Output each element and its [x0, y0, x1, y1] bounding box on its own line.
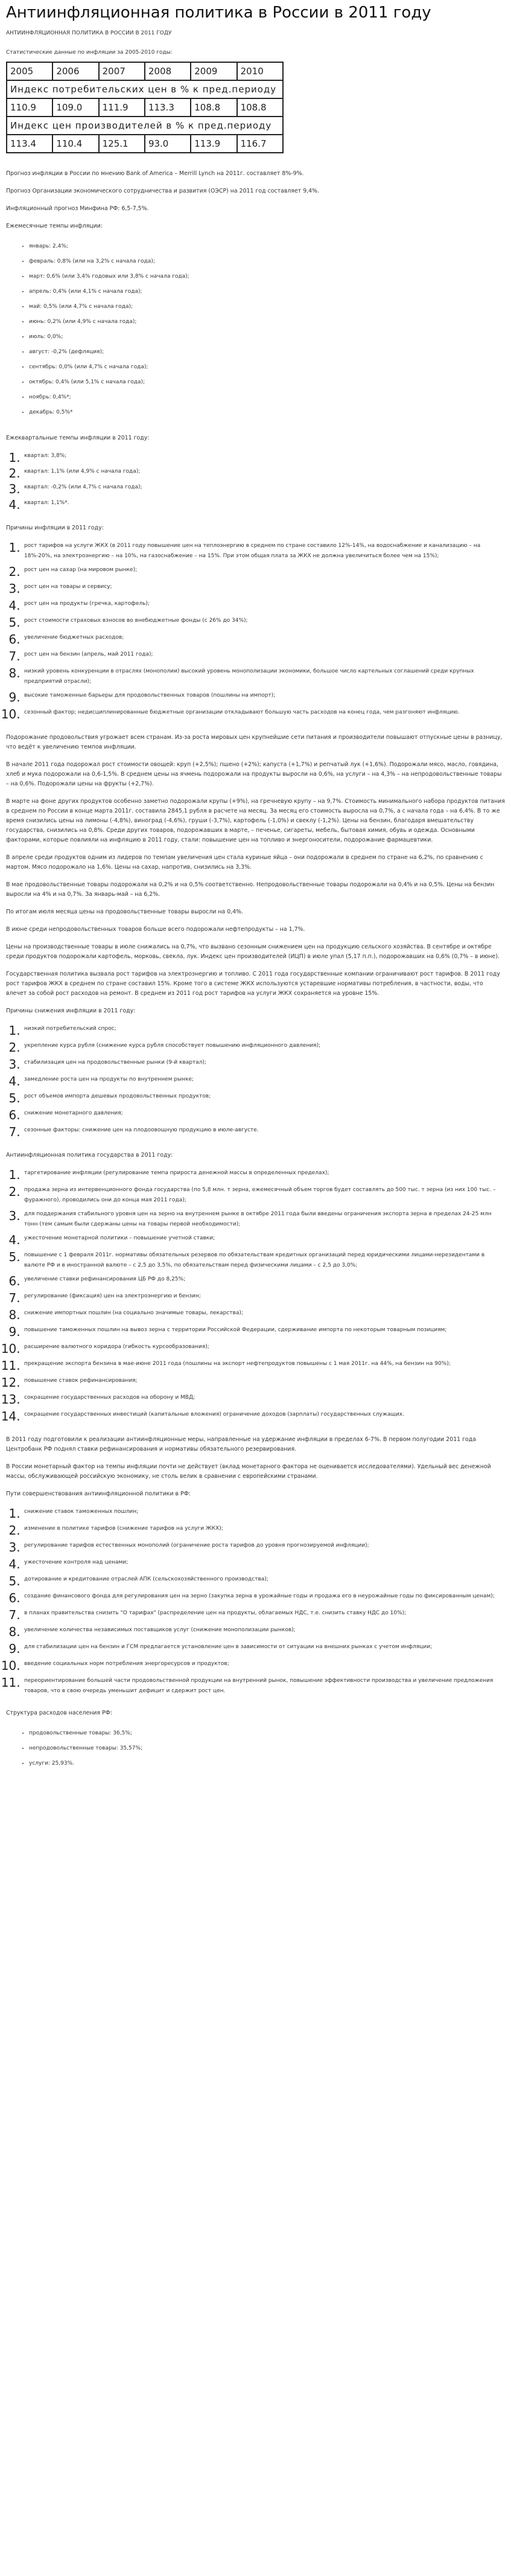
list-item-text: рост тарифов на услуги ЖКХ (в 2011 году повышение цен на теплоэнергию в среднем по стране составило 12%-14%, на водоснабжение и канализацию – на 18%-20%, на электроэнергию – на 10%, на газоснабжение – на 15%. При этом общая плата за ЖКХ не должна увеличиться более чем на 15%);	[24, 543, 481, 559]
list-item	[24, 565, 505, 578]
table-cell: 2006	[52, 62, 98, 80]
list-item-text: рост объемов импорта дешевых продовольственных продуктов;	[24, 1093, 211, 1099]
body-paragraph: В апреле среди продуктов одним из лидеров по темпам увеличения цен стала куриные яйца – они подорожали в среднем по стране на 6,2%, по сравнению с мартом. Мясо подорожало на 1,6%. Цены на сахар, напротив, снизились на 3,3%.	[6, 854, 483, 871]
list-item	[24, 650, 505, 663]
forecast-paragraph: Инфляционный прогноз Минфина РФ: 6,5-7,5%.	[6, 205, 149, 212]
list-item	[24, 1308, 505, 1322]
list-item-text: ужесточение контроля над ценами;	[24, 1559, 129, 1565]
list-item-text: увеличение ставки рефинансирования ЦБ РФ до 8,25%;	[24, 1276, 186, 1282]
body-paragraph: Государственная политика вызвала рост тарифов на электроэнергию и топливо. С 2011 года государственные компании ограничивают рост тарифов. В 2011 году рост тарифов ЖКХ в среднем по стране составил 15%. Кроме того в системе ЖКХ используются устаревшие нормативы потребления, в частности, воды, что влечет за собой рост расходов на ремонт. В среднем из 2011 год рост тарифов на услуги ЖКХ сохраняется на уровне 15%.	[6, 971, 500, 997]
list-item	[24, 1325, 505, 1338]
decline-list	[6, 1024, 505, 1139]
list-item-text: дотирование и кредитование отраслей АПК (сельскохозяйственного производства);	[24, 1576, 268, 1582]
list-item: • непродовольственные товары: 35,57%;	[29, 1741, 505, 1756]
list-item-text: увеличение бюджетных расходов;	[24, 634, 124, 641]
list-item	[24, 1233, 505, 1247]
body-paragraph: По итогам июля месяца цены на продовольственные товары выросли на 0,4%.	[6, 909, 244, 915]
list-item	[24, 1574, 505, 1588]
list-item-text: высокие таможенные барьеры для продовольственных товаров (пошлины на импорт);	[24, 692, 276, 698]
measures-heading: Антиинфляционная политика государства в 2011 году:	[6, 1152, 173, 1159]
forecast-paragraph: Прогноз инфляции в России по мнению Bank of America – Merrill Lynch на 2011г. составляет 8%-9%.	[6, 170, 304, 177]
inflation-stats-table	[6, 62, 284, 153]
list-item-text: в планах правительства снизить "О тарифах" (распределение цен на продукты, облагаемых НДС, т.е. снизить ставку НДС до 10%);	[24, 1610, 407, 1616]
list-item-text: укрепление курса рубля (снижение курса рубля способствует повышению инфляционного давления);	[24, 1043, 321, 1049]
causes-heading: Причины инфляции в 2011 году:	[6, 525, 104, 531]
list-item-text: рост цен на продукты (гречка, картофель);	[24, 601, 150, 607]
table-row-years	[7, 62, 283, 80]
table-cell: 111.9	[99, 98, 145, 117]
list-item-text: снижение ставок таможенных пошлин;	[24, 1509, 139, 1515]
list-item: • ноябрь: 0,4%*;	[29, 390, 505, 405]
monthly-heading: Ежемесячные темпы инфляции:	[6, 223, 103, 229]
table-cell: 2007	[99, 62, 145, 80]
list-item: • март: 0,6% (или 3,4% годовых или 3,8% с начала года);	[29, 269, 505, 284]
body-paragraph: В марте на фоне других продуктов особенно заметно подорожали крупы (+9%), на гречневую крупу – на 9,7%. Стоимость минимального набора продуктов питания в среднем по России в конце марта 2011г. составила 2845,1 рубля в расчете на месяц. За месяц его стоимость выросла на 0,7%, а с начала года – на 6,4%. В то же время снизились цены на лимоны (-4,8%), виноград (-4,6%), груши (-3,7%), картофель (-1,0%) и свеклу (-1,2%). Цены на бензин, благодаря вмешательству государства, снизились на 0,8%. Среди других товаров, подорожавших в марте, – печенье, сигареты, мебель, бытовая химия, обувь и одежда. Основными факторами, которые повлияли на инфляцию в 2011 году, стали: повышение цен на топливо и энергоносители, подорожание фармацевтики.	[6, 798, 505, 843]
list-item-text: переориентирование большей части продовольственной продукции на внутренний рынок, повышение эффективности производства и увеличение предложения товаров, что в свою очередь уменьшит дефицит и сдержит рост цен.	[24, 1678, 494, 1694]
causes-list	[6, 541, 505, 721]
list-item	[24, 1041, 505, 1054]
list-item-text: низкий уровень конкуренции в отраслях (монополии) высокий уровень монополизации экономики, большое число картельных соглашений среди крупных предприятий отрасли);	[24, 668, 474, 685]
list-item	[24, 1342, 505, 1355]
table-cell: 2009	[191, 62, 236, 80]
list-item	[24, 498, 505, 511]
list-item-text: стабилизация цен на продовольственные рынки (9-й квартал);	[24, 1059, 206, 1066]
table-row-ppi-values	[7, 135, 283, 153]
list-item	[24, 1376, 505, 1389]
list-item	[24, 1608, 505, 1622]
table-cell: 2008	[145, 62, 191, 80]
list-item	[24, 467, 505, 480]
list-item-text: сокращение государственных инвестиций (капитальные вложения) ограничение доходов (зарплаты) государственных служащих.	[24, 1411, 404, 1417]
table-cell: 116.7	[237, 135, 283, 153]
table-cell: 113.4	[7, 135, 52, 153]
list-item-text: рост цен на товары и сервису;	[24, 584, 112, 590]
body-paragraph: В июне среди непродовольственных товаров больше всего подорожали нефтепродукты – на 1,7%.	[6, 926, 305, 933]
list-item: • апрель: 0,4% (или 4,1% с начала года);	[29, 284, 505, 299]
table-row-ppi-label	[7, 117, 283, 135]
table-cell: 110.4	[52, 135, 98, 153]
list-item-text: замедление роста цен на продукты по внутреннем рынке;	[24, 1076, 194, 1082]
list-item-text: расширение валютного коридора (гибкость курсообразования);	[24, 1344, 209, 1350]
list-item-text: создание финансового фонда для регулирования цен на зерно (закупка зерна в урожайные годы и продажа его в неурожайные годы по фиксированным ценам);	[24, 1593, 495, 1599]
list-item	[24, 1274, 505, 1288]
body-paragraph: В 2011 году подготовили к реализации антиинфляционные меры, направленные на удержание инфляции в пределах 6-7%. В первом полугодии 2011 года Центробанк РФ поднял ставки рефинансирования и нормативы обязательного резервирования.	[6, 1436, 476, 1453]
list-item-text: квартал: 1,1%*.	[24, 500, 69, 506]
list-item-text: снижение монетарного давления;	[24, 1110, 123, 1116]
decline-heading: Причины снижения инфляции в 2011 году:	[6, 1008, 136, 1014]
list-item-text: квартал: 1,1% (или 4,9% с начала года);	[24, 468, 141, 475]
list-item: • август: -0,2% (дефляция);	[29, 345, 505, 360]
list-item: • продовольственные товары: 36,5%;	[29, 1726, 505, 1741]
list-item	[24, 582, 505, 595]
measures-list	[6, 1168, 505, 1423]
structure-heading: Структура расходов населения РФ:	[6, 1710, 112, 1716]
quarterly-heading: Ежеквартальные темпы инфляции в 2011 году:	[6, 435, 150, 441]
list-item-text: квартал: -0,2% (или 4,7% с начала года);	[24, 484, 142, 490]
list-item-text: для стабилизации цен на бензин и ГСМ предлагается установление цен в зависимости от ситуации на внешних рынках с учетом инфляции;	[24, 1644, 433, 1650]
list-item-text: сезонный фактор; недисциплинированные бюджетные организации откладывают большую часть расходов на конец года, чем разгоняют инфляцию.	[24, 709, 460, 715]
list-item	[24, 1108, 505, 1122]
list-item	[24, 708, 505, 721]
list-item-text: ужесточение монетарной политики – повышение учетной ставки;	[24, 1235, 215, 1241]
list-item	[24, 1091, 505, 1105]
table-cell: 113.9	[191, 135, 236, 153]
list-item-text: для поддержания стабильного уровня цен на зерно на внутреннем рынке в октябре 2011 года были введены ограничения экспорта зерна в пределах 24-25 млн тонн (тем самым были сдержаны цены на товары первой необходимости);	[24, 1211, 492, 1227]
list-item-text: таргетирование инфляции (регулирование темпа прироста денежной массы в определенных пределах);	[24, 1170, 329, 1176]
list-item	[24, 691, 505, 704]
page-title: Антиинфляционная политика в России в 2011 году	[6, 4, 431, 22]
table-cell: 110.9	[7, 98, 52, 117]
list-item	[24, 1359, 505, 1372]
table-cell: 125.1	[99, 135, 145, 153]
list-item-text: повышение таможенных пошлин на вывоз зерна с территории Российской Федерации, сдерживание импорта по некоторым товарным позициям;	[24, 1327, 447, 1333]
table-cell: 2010	[237, 62, 283, 80]
list-item-text: регулирование тарифов естественных монополий (ограничение роста тарифов до уровня прогнозируемой инфляции);	[24, 1542, 369, 1548]
body-paragraph: В начале 2011 года подорожал рост стоимости овощей: круп (+2,5%); пшено (+2%); капуста (+1,7%) и репчатый лук (+1,6%). Подорожали мясо, масло, говядина, хлеб и мука подорожали на 0,6-1,5%. В среднем цены на ячмень подорожали на продукты выросли на 0,6%, на услуги – на 4,3% – на непродовольственные товары – на 0,6%. Подорожали цены на фрукты (+2,7%).	[6, 761, 502, 787]
list-item	[24, 1168, 505, 1181]
list-item	[24, 1524, 505, 1537]
list-item	[24, 1642, 505, 1655]
list-item	[24, 1591, 505, 1605]
stats-caption: Статистические данные по инфляции за 2005-2010 годы:	[6, 50, 173, 56]
list-item: • услуги: 25,93%.	[29, 1756, 505, 1771]
table-cell: 108.8	[237, 98, 283, 117]
table-cell: 109.0	[52, 98, 98, 117]
list-item: • июнь: 0,2% (или 4,9% с начала года);	[29, 315, 505, 330]
list-item	[24, 599, 505, 612]
body-paragraph: Подорожание продовольствия угрожает всем странам. Из-за роста мировых цен крупнейшие сети питания и производители повышают отпускные цены в разницу, что ведёт к увеличению темпов инфляции.	[6, 734, 503, 750]
paths-heading: Пути совершенствования антиинфляционной политики в РФ:	[6, 1491, 191, 1497]
list-item-text: рост цен на бензин (апрель, май 2011 года);	[24, 651, 153, 657]
list-item	[24, 633, 505, 646]
list-item	[24, 1410, 505, 1423]
list-item	[24, 1625, 505, 1638]
list-item	[24, 1541, 505, 1554]
body-paragraph: Цены на производственные товары в июле снижались на 0,7%, что вызвано сезонным снижением цен на продукцию сельского хозяйства. В сентябре и октябре среди продуктов подорожали картофель, морковь, свекла, лук. Индекс цен производителей (ИЦП) в июле упал (5,17 п.п.), подорожавших на 0,6% (0,7% – в июне).	[6, 944, 500, 960]
list-item	[24, 1676, 505, 1696]
list-item	[24, 616, 505, 629]
page-subtitle: АНТИИНФЛЯЦИОННАЯ ПОЛИТИКА В РОССИИ В 2011 ГОДУ	[6, 30, 172, 36]
paths-list	[6, 1507, 505, 1696]
list-item: • февраль: 0,8% (или на 3,2% с начала года);	[29, 254, 505, 269]
quarterly-list	[6, 451, 505, 511]
list-item	[24, 666, 505, 687]
list-item-text: сезонные факторы: снижение цен на плодоовощную продукцию в июле-августе.	[24, 1127, 259, 1133]
list-item: • сентябрь: 0,0% (или 4,7% с начала года);	[29, 360, 505, 375]
list-item-text: повышение ставок рефинансирования;	[24, 1378, 138, 1384]
cpi-label-cell: Индекс потребительских цен в % к пред.периоду	[7, 80, 283, 98]
list-item: • июль: 0,0%;	[29, 330, 505, 345]
list-item-text: снижение импортных пошлин (на социально значимые товары, лекарства);	[24, 1310, 243, 1316]
list-item-text: низкий потребительский спрос;	[24, 1026, 116, 1032]
list-item-text: квартал: 3,8%;	[24, 453, 67, 459]
body-paragraph: В мае продовольственные товары подорожали на 0,2% и на 0,5% соответственно. Непродовольственные товары подорожали на 0,4% и на 0,5%. Цены на бензин выросли на 4% и на 0,7%. За январь-май – на 6,2%.	[6, 881, 495, 898]
list-item-text: повышение с 1 февраля 2011г. нормативы обязательных резервов по обязательствам кредитных организаций перед юридическими лицами-нерезидентами в валюте РФ и в иностранной валюте – с 2,5 до 3,5%, по обязательствам перед физическими лицами – с 2,5 до 3,0%;	[24, 1252, 485, 1268]
list-item	[24, 541, 505, 561]
table-cell: 2005	[7, 62, 52, 80]
list-item	[24, 1558, 505, 1571]
list-item: • октябрь: 0,4% (или 5,1% с начала года);	[29, 375, 505, 390]
table-cell: 108.8	[191, 98, 236, 117]
list-item	[24, 1185, 505, 1206]
table-row-cpi-values	[7, 98, 283, 117]
list-item-text: рост цен на сахар (на мировом рынке);	[24, 567, 138, 573]
list-item-text: продажа зерна из интервенционного фонда государства (по 5,8 млн. т зерна, ежемесячный объем торгов будет составлять до 500 тыс. т зерна (из них 100 тыс. – фуражного), проводились они до конца мая 2011 года);	[24, 1187, 496, 1203]
list-item: • декабрь: 0,5%*	[29, 405, 505, 420]
list-item	[24, 1125, 505, 1139]
list-item-text: прекращение экспорта бензина в мае-июне 2011 года (пошлины на экспорт нефтепродуктов повышены с 1 мая 2011г. на 44%, на бензин на 90%);	[24, 1361, 451, 1367]
list-item-text: регулирование (фиксация) цен на электроэнергию и бензин;	[24, 1293, 201, 1299]
list-item-text: изменение в политике тарифов (снижение тарифов на услуги ЖКХ);	[24, 1526, 223, 1532]
list-item	[24, 1058, 505, 1071]
list-item: • май: 0,5% (или 4,7% с начала года);	[29, 299, 505, 315]
body-paragraph: В России монетарный фактор на темпы инфляции почти не действует (вклад монетарного фактора не оценивается исследователями). Удельный вес денежной массы, обслуживающей российскую экономику, не столь велик в сравнении с европейскими странами.	[6, 1463, 491, 1480]
list-item	[24, 1291, 505, 1305]
list-item	[24, 451, 505, 464]
list-item	[24, 1209, 505, 1230]
list-item	[24, 1250, 505, 1271]
list-item-text: рост стоимости страховых взносов во внебюджетные фонды (с 26% до 34%);	[24, 618, 248, 624]
ppi-label-cell: Индекс цен производителей в % к пред.периоду	[7, 117, 283, 135]
list-item	[24, 1075, 505, 1088]
forecast-paragraph: Прогноз Организации экономического сотрудничества и развития (ОЭСР) на 2011 год составляет 9,4%.	[6, 188, 319, 194]
list-item	[24, 1507, 505, 1520]
list-item	[24, 1024, 505, 1037]
list-item	[24, 1659, 505, 1672]
list-item	[24, 1393, 505, 1406]
table-cell: 113.3	[145, 98, 191, 117]
list-item-text: сокращение государственных расходов на оборону и МВД;	[24, 1395, 195, 1401]
list-item-text: введение социальных норм потребления энергоресурсов и продуктов;	[24, 1661, 229, 1667]
table-row-cpi-label	[7, 80, 283, 98]
list-item	[24, 482, 505, 496]
structure-list	[6, 1726, 505, 1771]
list-item-text: увеличение количества независимых поставщиков услуг (снижение монополизации рынков);	[24, 1627, 296, 1633]
list-item: • январь: 2,4%;	[29, 239, 505, 254]
table-cell: 93.0	[145, 135, 191, 153]
monthly-list	[6, 239, 505, 420]
